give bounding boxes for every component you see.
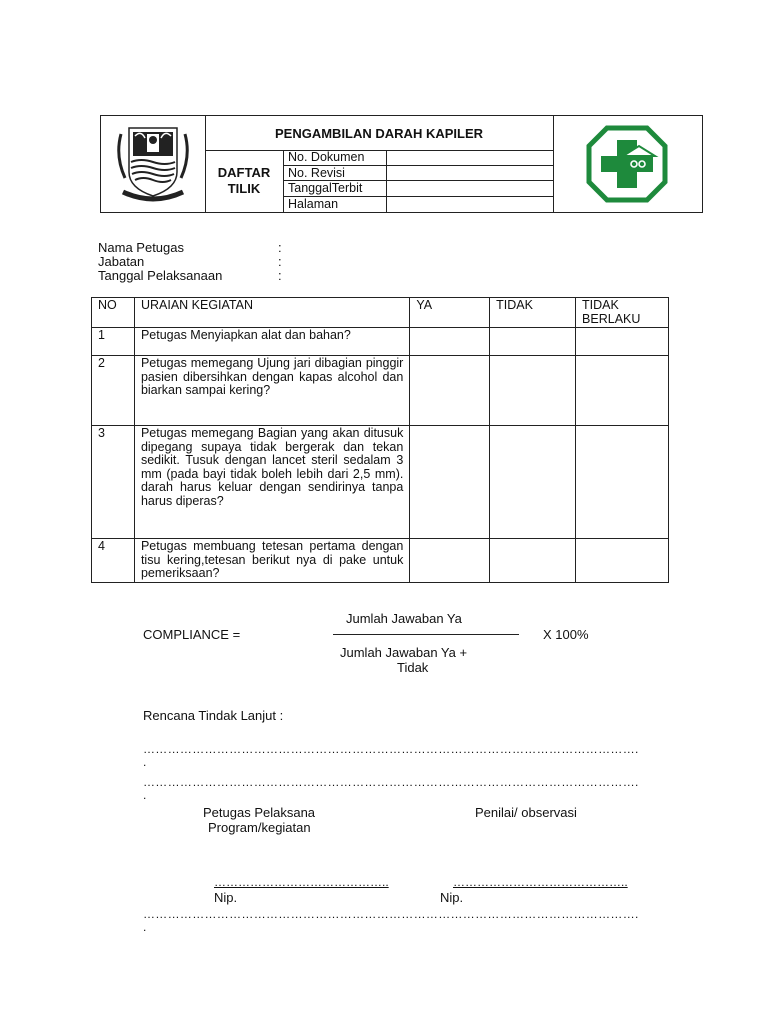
header-ya: YA <box>410 298 490 328</box>
row-no: 4 <box>92 539 135 583</box>
table-row <box>92 356 669 426</box>
row-text: Petugas membuang tetesan pertama dengan tisu kering,tetesan berikut nya di pake untuk pemeriksaan? <box>134 539 409 583</box>
meta-row-revisi <box>283 166 553 182</box>
nip-left-label: Nip. <box>214 890 238 905</box>
header-tidak-berlaku <box>576 298 669 328</box>
document-header <box>100 115 703 213</box>
rencana-dotted-line-2[interactable]: …………………………………………………………………………………………………………. <box>143 775 639 789</box>
colon: : <box>278 254 282 269</box>
meta-value <box>386 166 554 181</box>
tidak-cell[interactable] <box>490 328 576 356</box>
tidak-cell[interactable] <box>490 426 576 539</box>
tilik-label: TILIK <box>227 181 261 196</box>
tidak-cell[interactable] <box>490 539 576 583</box>
meta-row-terbit <box>283 181 553 197</box>
table-header-row <box>92 298 669 328</box>
signature-line-right[interactable]: …………………………………….. <box>453 875 628 889</box>
signature-line-left[interactable]: …………………………………….. <box>214 875 389 889</box>
daftar-label: DAFTAR <box>217 165 271 180</box>
row-no: 2 <box>92 356 135 426</box>
rencana-dot-end-2: . <box>143 788 147 802</box>
logo-cell <box>101 116 206 212</box>
meta-label: No. Dokumen <box>288 150 365 164</box>
fraction-bar <box>333 634 519 635</box>
nama-petugas-line <box>98 240 282 255</box>
colon: : <box>278 268 282 283</box>
row-text: Petugas memegang Bagian yang akan ditusuk dipegang supaya tidak bergerak dan tekan sedikit. Tusuk dengan lancet steril sedalam 3 mm (pada bayi tidak boleh lebih dari 2,5 mm). darah harus keluar dengan sendirinya tanpa harus diperas? <box>134 426 409 539</box>
rencana-dot-end-1: . <box>143 755 147 769</box>
tanggal-line <box>98 268 282 283</box>
petugas-pelaksana-label: Petugas Pelaksana <box>203 805 316 820</box>
ya-cell[interactable] <box>410 356 490 426</box>
colon: : <box>278 240 282 255</box>
tanggal-label: Tanggal Pelaksanaan <box>98 268 223 283</box>
table-row <box>92 328 669 356</box>
header-middle <box>205 116 554 212</box>
footer-dotted-line: …………………………………………………………………………………………………………. <box>143 907 639 921</box>
formula-denominator-1: Jumlah Jawaban Ya + <box>340 645 468 660</box>
header-tidak-berlaku-1: TIDAK <box>582 298 619 312</box>
coat-of-arms-icon <box>101 116 205 212</box>
table-row <box>92 539 669 583</box>
row-no: 1 <box>92 328 135 356</box>
nama-petugas-label: Nama Petugas <box>98 240 184 255</box>
tidak-berlaku-cell[interactable] <box>576 328 669 356</box>
document-title: PENGAMBILAN DARAH KAPILER <box>205 116 553 151</box>
tidak-cell[interactable] <box>490 356 576 426</box>
header-uraian: URAIAN KEGIATAN <box>134 298 409 328</box>
header-tidak: TIDAK <box>490 298 576 328</box>
nip-right-label: Nip. <box>440 890 464 905</box>
meta-label: TanggalTerbit <box>288 181 363 195</box>
puskesmas-logo-icon <box>553 116 702 212</box>
tidak-berlaku-cell[interactable] <box>576 426 669 539</box>
meta-row-dokumen <box>283 150 553 166</box>
rencana-dotted-line-1[interactable]: …………………………………………………………………………………………………………. <box>143 742 639 756</box>
meta-value <box>386 181 554 196</box>
daftar-tilik-label <box>205 150 284 212</box>
meta-label: Halaman <box>288 196 339 211</box>
formula-numerator: Jumlah Jawaban Ya <box>346 611 462 626</box>
header-tidak-berlaku-2: BERLAKU <box>582 311 641 326</box>
header-no: NO <box>92 298 135 328</box>
table-row <box>92 426 669 539</box>
meta-row-halaman <box>283 197 553 213</box>
ya-cell[interactable] <box>410 539 490 583</box>
row-no: 3 <box>92 426 135 539</box>
formula-multiplier: X 100% <box>543 627 589 642</box>
ya-cell[interactable] <box>410 426 490 539</box>
meta-label: No. Revisi <box>288 165 345 180</box>
tidak-berlaku-cell[interactable] <box>576 356 669 426</box>
checklist-table <box>91 297 669 583</box>
meta-value <box>386 150 554 165</box>
formula-denominator-2: Tidak <box>397 660 429 675</box>
rencana-label: Rencana Tindak Lanjut : <box>143 708 284 723</box>
logo-cell-right <box>553 116 702 212</box>
row-text: Petugas memegang Ujung jari dibagian pinggir pasien dibersihkan dengan kapas alcohol dan biarkan sampai kering? <box>134 356 409 426</box>
footer-dot-end: . <box>143 920 147 934</box>
meta-value <box>386 197 554 213</box>
program-kegiatan-label: Program/kegiatan <box>208 820 311 835</box>
compliance-label: COMPLIANCE = <box>143 627 241 642</box>
row-text: Petugas Menyiapkan alat dan bahan? <box>134 328 409 356</box>
jabatan-label: Jabatan <box>98 254 145 269</box>
tidak-berlaku-cell[interactable] <box>576 539 669 583</box>
penilai-label: Penilai/ observasi <box>475 805 577 820</box>
ya-cell[interactable] <box>410 328 490 356</box>
document-meta <box>283 150 553 212</box>
jabatan-line <box>98 254 282 269</box>
